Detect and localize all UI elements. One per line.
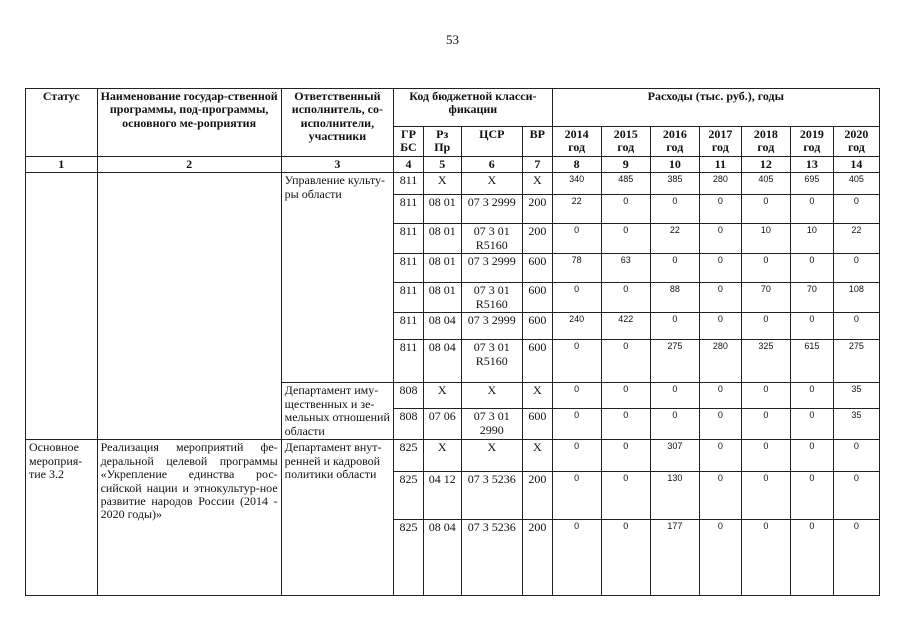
csr-cell: 07 3 5236 [461,520,522,596]
grbs-cell: 808 [394,409,424,440]
grbs-cell: 811 [394,195,424,224]
value-cell: 0 [552,409,601,440]
value-cell: 78 [552,254,601,283]
vr-cell: 200 [522,520,552,596]
value-cell: 0 [741,313,790,340]
rzpr-cell: 04 12 [423,472,461,520]
column-number: 7 [522,157,552,173]
csr-cell: 07 3 01 R5160 [461,224,522,254]
value-cell: 0 [601,440,650,472]
value-cell: 88 [650,283,699,313]
value-cell: 0 [699,254,741,283]
vr-cell: 600 [522,409,552,440]
value-cell: 0 [833,440,879,472]
rzpr-cell: 08 04 [423,520,461,596]
main-event-name: Реализация мероприятий фе-деральной целевой программы «Укрепление единства рос-сийской нации и этнокультур-ное развитие народов России (2014 - 2020 годы)» [97,440,281,596]
column-number: 11 [699,157,741,173]
table-row [26,173,880,195]
vr-cell: 600 [522,313,552,340]
vr-cell: X [522,383,552,409]
value-cell: 0 [790,472,833,520]
executor-internal: Департамент внут-ренней и кадровой политики области [281,440,393,596]
value-cell: 0 [741,195,790,224]
value-cell: 0 [790,254,833,283]
value-cell: 0 [650,195,699,224]
header-status: Статус [26,89,98,157]
column-number: 14 [833,157,879,173]
value-cell: 0 [601,520,650,596]
csr-cell: 07 3 5236 [461,472,522,520]
value-cell: 0 [650,409,699,440]
value-cell: 0 [552,520,601,596]
value-cell: 0 [699,195,741,224]
value-cell: 0 [741,254,790,283]
header-year: 2017 год [699,127,741,157]
value-cell: 695 [790,173,833,195]
budget-table [25,88,880,596]
value-cell: 0 [650,254,699,283]
header-executor: Ответственный исполнитель, со-исполнители, участники [281,89,393,157]
grbs-cell: 811 [394,340,424,383]
header-budget-code: Код бюджетной класси-фикации [394,89,553,127]
rzpr-cell: 08 04 [423,313,461,340]
header-year: 2016 год [650,127,699,157]
grbs-cell: 825 [394,472,424,520]
value-cell: 0 [650,313,699,340]
grbs-cell: 811 [394,254,424,283]
header-year: 2018 год [741,127,790,157]
vr-cell: X [522,173,552,195]
value-cell: 0 [552,283,601,313]
value-cell: 405 [741,173,790,195]
rzpr-cell: 08 01 [423,283,461,313]
header-expenses: Расходы (тыс. руб.), годы [552,89,879,127]
value-cell: 0 [741,520,790,596]
name-cell-empty [97,173,281,440]
value-cell: 0 [552,383,601,409]
vr-cell: 200 [522,472,552,520]
header-csr: ЦСР [461,127,522,157]
value-cell: 0 [790,520,833,596]
rzpr-cell: 08 01 [423,254,461,283]
vr-cell: 600 [522,254,552,283]
vr-cell: 200 [522,224,552,254]
value-cell: 0 [699,472,741,520]
value-cell: 0 [741,383,790,409]
csr-cell: X [461,440,522,472]
value-cell: 0 [650,383,699,409]
grbs-cell: 811 [394,224,424,254]
column-number: 13 [790,157,833,173]
column-number: 2 [97,157,281,173]
header-year: 2015 год [601,127,650,157]
value-cell: 280 [699,173,741,195]
value-cell: 0 [601,195,650,224]
table-row [26,440,880,472]
value-cell: 0 [790,195,833,224]
value-cell: 22 [650,224,699,254]
value-cell: 325 [741,340,790,383]
value-cell: 35 [833,409,879,440]
csr-cell: 07 3 2999 [461,254,522,283]
header-year: 2019 год [790,127,833,157]
value-cell: 0 [699,283,741,313]
value-cell: 0 [699,440,741,472]
rzpr-cell: X [423,383,461,409]
value-cell: 0 [833,195,879,224]
vr-cell: 200 [522,195,552,224]
value-cell: 280 [699,340,741,383]
executor-property: Департамент иму-щественных и зе-мельных отношений области [281,383,393,440]
value-cell: 0 [601,340,650,383]
header-vr: ВР [522,127,552,157]
value-cell: 0 [699,409,741,440]
value-cell: 0 [790,409,833,440]
column-number: 4 [394,157,424,173]
column-number: 6 [461,157,522,173]
value-cell: 130 [650,472,699,520]
column-number: 12 [741,157,790,173]
grbs-cell: 811 [394,313,424,340]
value-cell: 0 [790,313,833,340]
rzpr-cell: 08 04 [423,340,461,383]
value-cell: 70 [790,283,833,313]
value-cell: 0 [741,440,790,472]
column-number: 1 [26,157,98,173]
value-cell: 615 [790,340,833,383]
csr-cell: 07 3 2999 [461,195,522,224]
rzpr-cell: 08 01 [423,195,461,224]
csr-cell: 07 3 01 2990 [461,409,522,440]
value-cell: 0 [601,224,650,254]
value-cell: 0 [601,283,650,313]
value-cell: 0 [790,383,833,409]
value-cell: 0 [552,340,601,383]
value-cell: 0 [833,472,879,520]
grbs-cell: 811 [394,283,424,313]
column-number: 10 [650,157,699,173]
value-cell: 240 [552,313,601,340]
vr-cell: 600 [522,283,552,313]
value-cell: 307 [650,440,699,472]
value-cell: 405 [833,173,879,195]
page-number: 53 [446,32,459,47]
value-cell: 22 [552,195,601,224]
value-cell: 0 [699,224,741,254]
value-cell: 70 [741,283,790,313]
column-number: 8 [552,157,601,173]
value-cell: 0 [833,313,879,340]
value-cell: 0 [790,440,833,472]
grbs-cell: 825 [394,440,424,472]
value-cell: 108 [833,283,879,313]
rzpr-cell: X [423,173,461,195]
value-cell: 10 [741,224,790,254]
value-cell: 10 [790,224,833,254]
main-event-status: Основное мероприя-тие 3.2 [26,440,98,596]
vr-cell: X [522,440,552,472]
executor-culture: Управление культу-ры области [281,173,393,383]
header-year: 2020 год [833,127,879,157]
csr-cell: 07 3 2999 [461,313,522,340]
rzpr-cell: 08 01 [423,224,461,254]
value-cell: 0 [601,409,650,440]
grbs-cell: 808 [394,383,424,409]
csr-cell: 07 3 01 R5160 [461,283,522,313]
value-cell: 63 [601,254,650,283]
csr-cell: 07 3 01 R5160 [461,340,522,383]
rzpr-cell: X [423,440,461,472]
column-number: 5 [423,157,461,173]
value-cell: 0 [552,224,601,254]
csr-cell: X [461,383,522,409]
value-cell: 0 [741,472,790,520]
grbs-cell: 825 [394,520,424,596]
column-numbers-row [26,157,880,173]
value-cell: 275 [650,340,699,383]
header-grbs: ГР БС [394,127,424,157]
value-cell: 0 [601,383,650,409]
value-cell: 0 [699,313,741,340]
value-cell: 0 [699,520,741,596]
rzpr-cell: 07 06 [423,409,461,440]
header-name: Наименование государ-ственной программы, под-программы, основного ме-роприятия [97,89,281,157]
status-cell-empty [26,173,98,440]
value-cell: 422 [601,313,650,340]
value-cell: 177 [650,520,699,596]
value-cell: 0 [552,440,601,472]
column-number: 3 [281,157,393,173]
value-cell: 0 [833,520,879,596]
column-number: 9 [601,157,650,173]
value-cell: 0 [601,472,650,520]
value-cell: 0 [833,254,879,283]
value-cell: 385 [650,173,699,195]
grbs-cell: 811 [394,173,424,195]
value-cell: 275 [833,340,879,383]
value-cell: 22 [833,224,879,254]
header-year: 2014 год [552,127,601,157]
value-cell: 0 [552,472,601,520]
value-cell: 0 [699,383,741,409]
value-cell: 0 [741,409,790,440]
value-cell: 485 [601,173,650,195]
vr-cell: 600 [522,340,552,383]
value-cell: 340 [552,173,601,195]
value-cell: 35 [833,383,879,409]
csr-cell: X [461,173,522,195]
header-rzpr: Рз Пр [423,127,461,157]
